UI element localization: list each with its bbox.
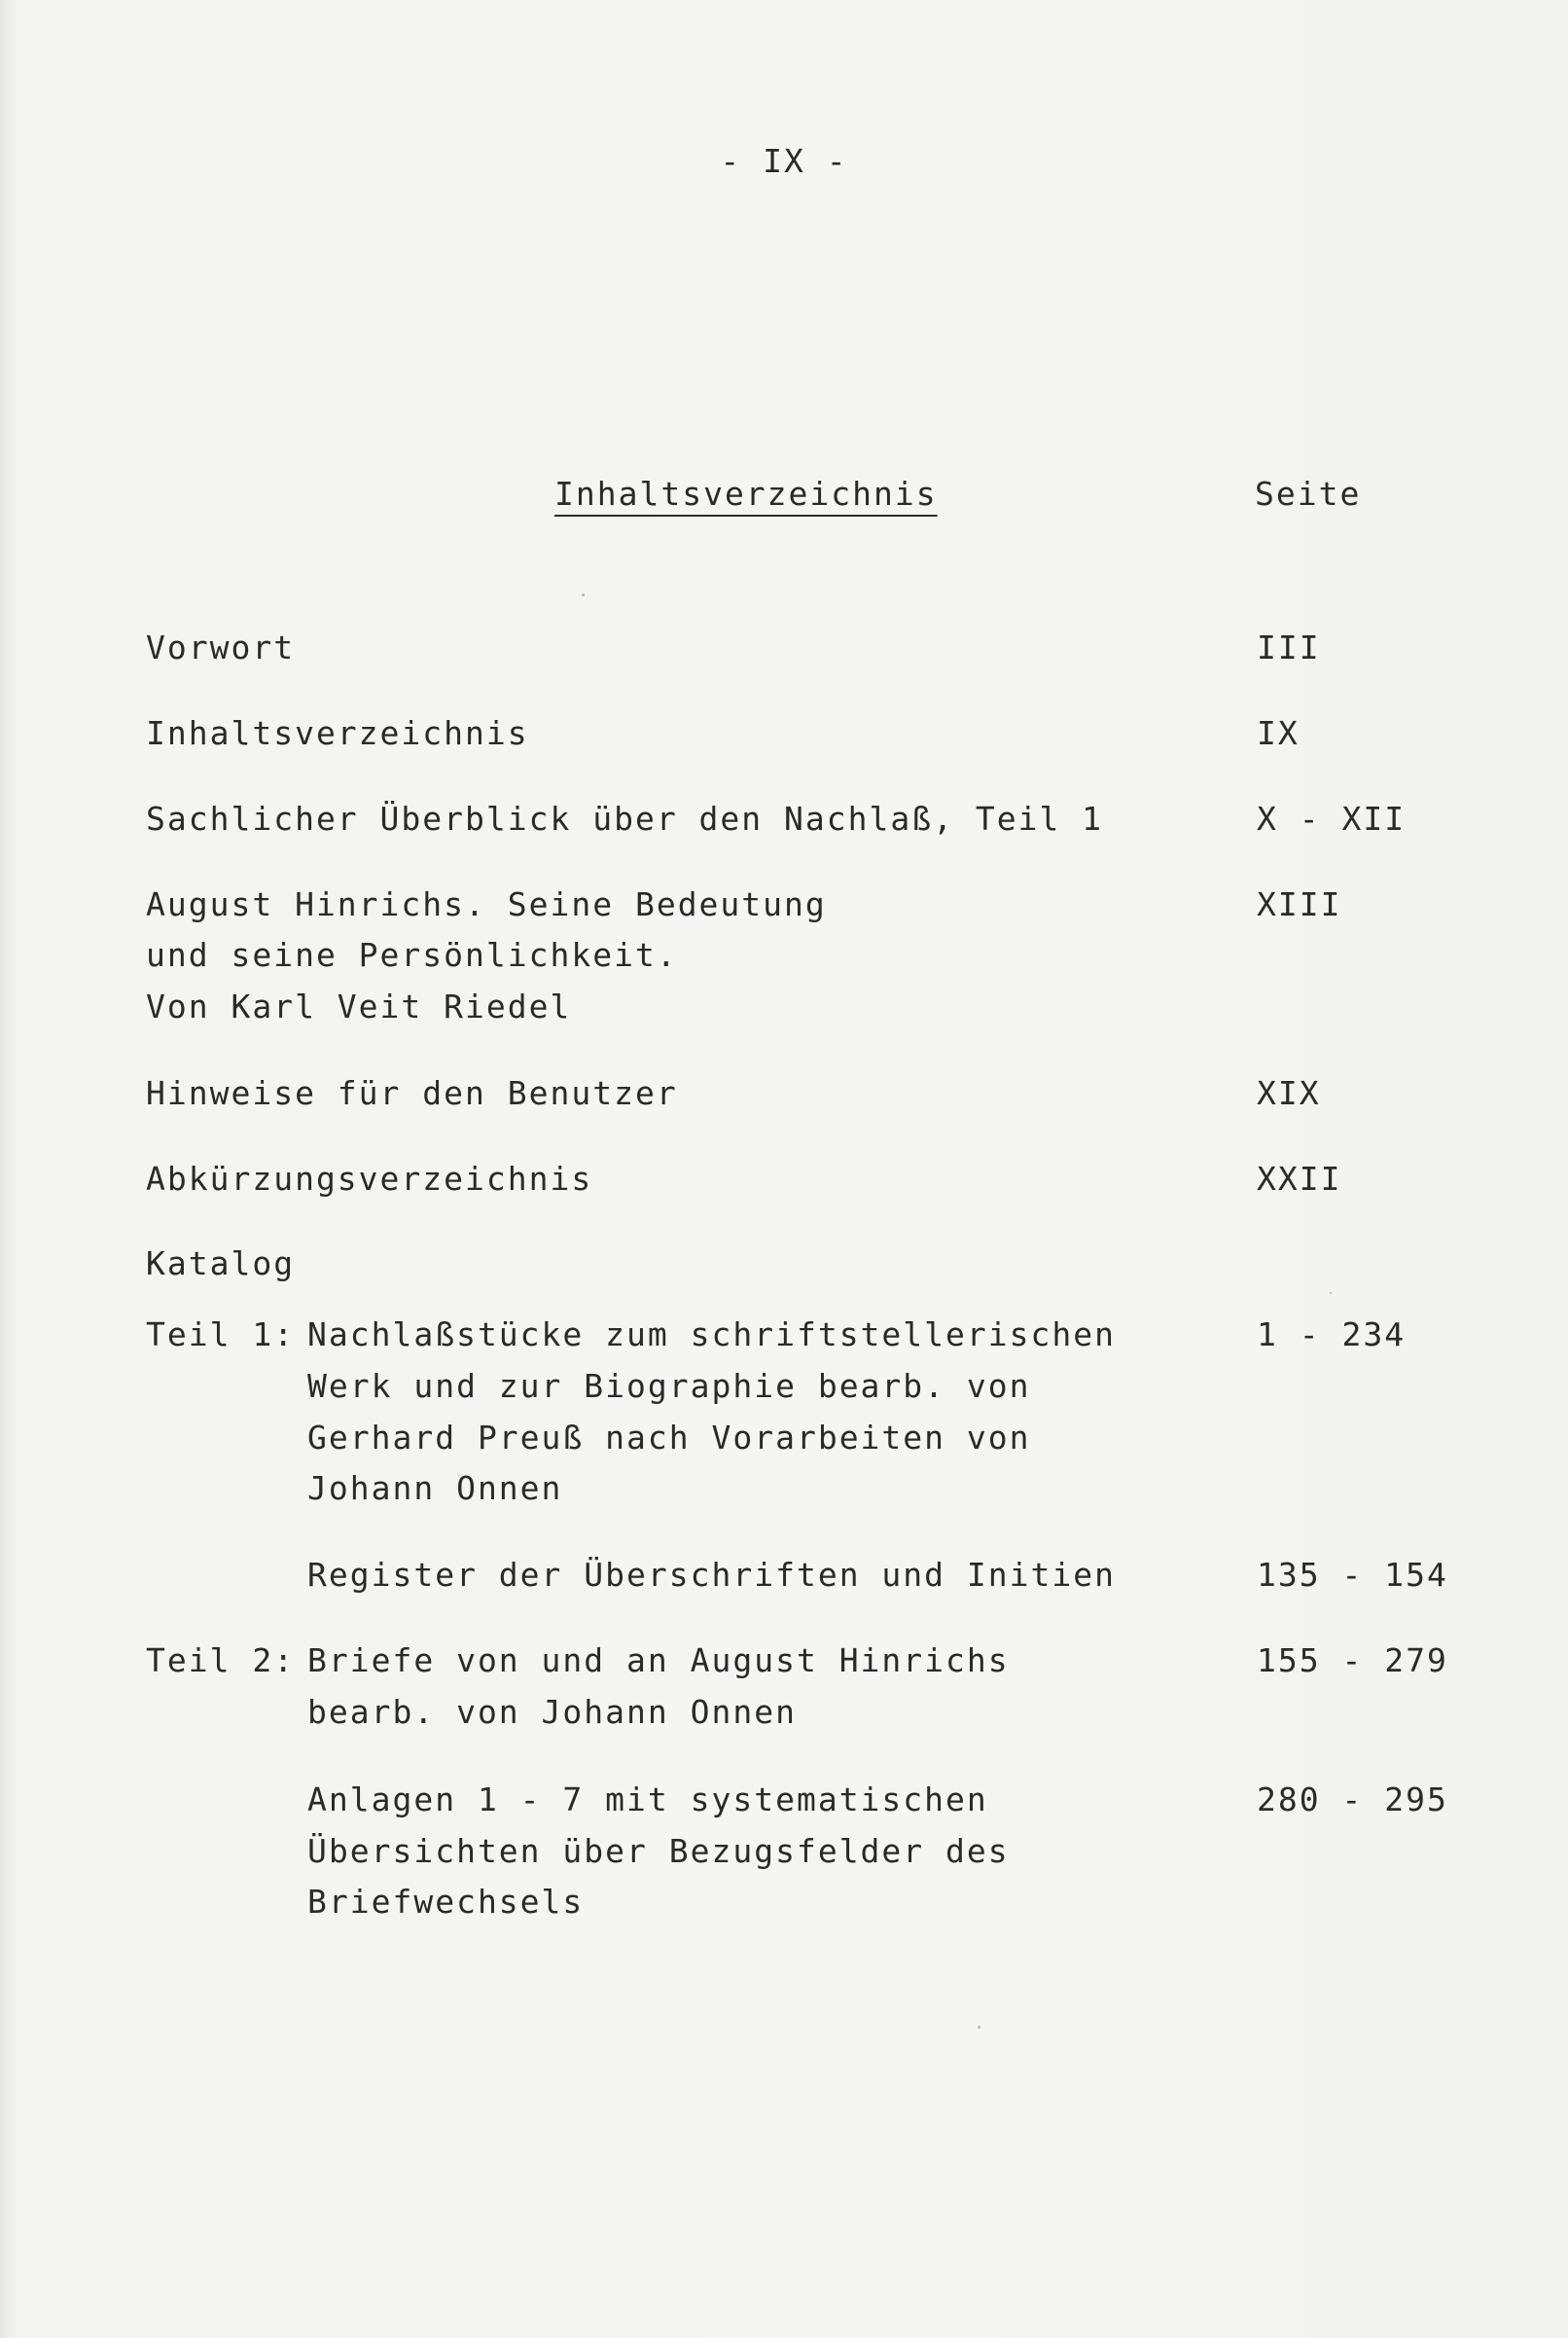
katalog-register-line-1: Register der Überschriften und Initien [307, 1556, 1116, 1594]
toc-entry-vorwort: Vorwort [146, 629, 296, 666]
toc-title: Inhaltsverzeichnis [554, 475, 938, 513]
toc-entry-hinrichs-line-1: August Hinrichs. Seine Bedeutung [146, 885, 827, 923]
toc-page-ueberblick: X - XII [1257, 800, 1407, 838]
katalog-part-1-line-2: Werk und zur Biographie bearb. von [307, 1367, 1031, 1405]
katalog-part-1-pages: 1 - 234 [1257, 1315, 1407, 1353]
katalog-anlagen-line-2: Übersichten über Bezugsfelder des [307, 1832, 1010, 1870]
toc-page-abkuerzungen: XXII [1257, 1160, 1342, 1198]
katalog-part-2-line-1: Briefe von und an August Hinrichs [307, 1641, 1010, 1679]
katalog-anlagen-pages: 280 - 295 [1257, 1780, 1448, 1818]
toc-page-column-heading: Seite [1255, 475, 1362, 513]
toc-page-hinrichs: XIII [1257, 885, 1342, 923]
katalog-part-label-1: Teil 1: [146, 1315, 296, 1353]
toc-entry-hinweise: Hinweise für den Benutzer [146, 1074, 678, 1112]
katalog-register-pages: 135 - 154 [1257, 1556, 1448, 1594]
toc-page-inhaltsverzeichnis: IX [1257, 714, 1300, 752]
toc-entry-katalog: Katalog [146, 1244, 296, 1282]
toc-entry-hinrichs-line-3: Von Karl Veit Riedel [146, 988, 572, 1025]
katalog-part-1-line-1: Nachlaßstücke zum schriftstellerischen [307, 1315, 1116, 1353]
katalog-part-2-pages: 155 - 279 [1257, 1641, 1448, 1679]
toc-entry-inhaltsverzeichnis: Inhaltsverzeichnis [146, 714, 529, 752]
paper-speck [1330, 1292, 1332, 1294]
katalog-anlagen-line-3: Briefwechsels [307, 1883, 585, 1921]
toc-entry-ueberblick: Sachlicher Überblick über den Nachlaß, Teil 1 [146, 800, 1104, 838]
katalog-part-2-line-2: bearb. von Johann Onnen [307, 1693, 797, 1731]
toc-entry-hinrichs-line-2: und seine Persönlichkeit. [146, 936, 678, 974]
toc-page-hinweise: XIX [1257, 1074, 1321, 1112]
katalog-anlagen-line-1: Anlagen 1 - 7 mit systematischen [307, 1780, 988, 1818]
katalog-part-1-line-4: Johann Onnen [307, 1469, 563, 1507]
katalog-part-1-line-3: Gerhard Preuß nach Vorarbeiten von [307, 1419, 1031, 1457]
paper-speck [978, 2026, 980, 2029]
page-number: - IX - [720, 142, 848, 180]
katalog-part-label-2: Teil 2: [146, 1641, 296, 1679]
toc-page-vorwort: III [1257, 629, 1321, 666]
toc-entry-abkuerzungen: Abkürzungsverzeichnis [146, 1160, 593, 1198]
paper-speck [582, 593, 585, 596]
